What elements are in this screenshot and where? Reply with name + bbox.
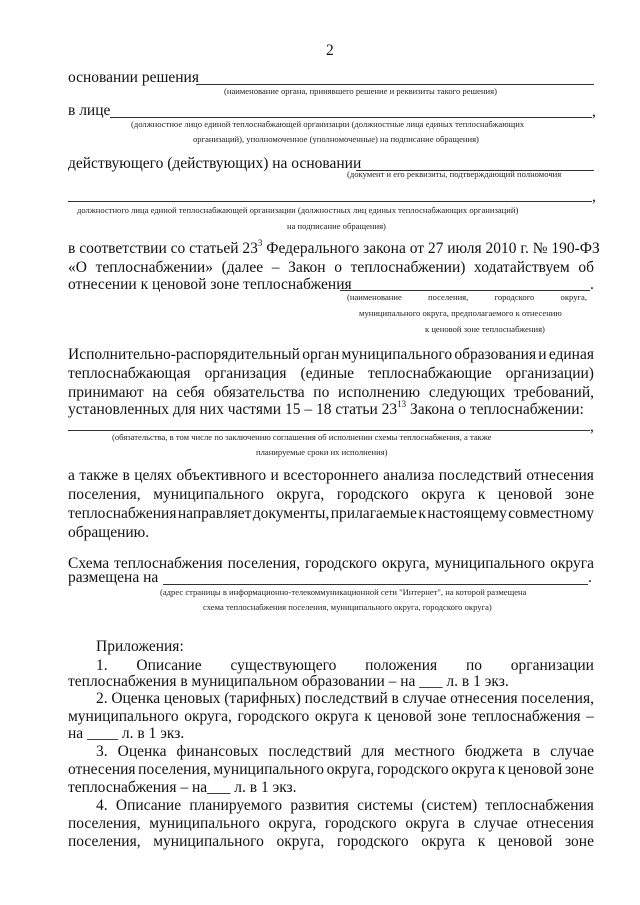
person-comma: , [592,103,596,120]
person-label: в лице [68,102,111,119]
scheme-hint-2: схема теплоснабжения поселения, муниципального округа, городского округа) [203,602,492,612]
appendix-item-3-line-3: теплоснабжения – на___ л. в 1 экз. [68,779,297,796]
appendix-title: Приложения: [96,638,184,655]
law-line-2: «О теплоснабжении» (далее – Закон о теплоснабжении) ходатайствуем об [68,259,594,276]
law-line-1: в соответствии со статьей $23^3$ Федерального закона от 27 июля 2010 г. № 190-ФЗ [68,237,600,257]
appendix-item-1-line-2: теплоснабжения в муниципальном образовании – на ___ л. в 1 экз. [68,673,509,690]
appendix-item-2-line-2: муниципального округа, городского округа к ценовой зоне теплоснабжения – [68,708,594,725]
obligations-comma: , [590,418,594,435]
acting-hint: (документ и его реквизиты, подтверждающий полномочия [347,169,562,179]
obligations-hint-2: планируемые сроки их исполнения) [256,447,388,457]
law-period: . [590,276,594,293]
analysis-line-2: поселения, муниципального округа, городского округа к ценовой зоне [68,486,594,503]
person-hint-1: (должностное лицо единой теплоснабжающей организации (должностные лица единых теплоснабжающих [131,119,525,129]
scheme-line-2: размещена на [68,569,159,586]
acting-hint-2: должностного лица единой теплоснабжающей организации (должностных лиц единых теплоснабжающих организаций) [77,205,519,215]
law-hint-1: (наименование поселения, городского округа, [347,292,587,302]
person-hint-2: организаций), уполномоченное (уполномоченные) на подписание обращения) [193,134,479,144]
scheme-fill-line [163,584,588,585]
appendix-item-4-line-1: 4. Описание планируемого развития системы (систем) теплоснабжения [96,797,594,814]
person-fill-line [110,117,592,118]
obligations-hint-1: (обязательства, в том числе по заключению соглашения об исполнении схемы теплоснабжения, а также [112,432,492,442]
appendix-item-4-line-2: поселения, муниципального округа, городского округа в случае отнесения [68,815,594,832]
obligations-line-3: принимают на себя обязательства по исполнению следующих требований, [68,384,594,401]
scheme-line-1: Схема теплоснабжения поселения, городского округа, муниципального округа [68,555,594,572]
law-fill-line [340,290,590,291]
basis-hint: (наименование органа, принявшего решение и реквизиты такого решения) [224,86,497,96]
appendix-item-2-line-1: 2. Оценка ценовых (тарифных) последствий в случае отнесения поселения, [96,690,594,707]
obligations-line-2: теплоснабжающая организация (единые теплоснабжающие организации) [68,365,594,382]
appendix-item-2-line-3: на ____ л. в 1 экз. [68,725,185,742]
analysis-line-1: а также в целях объективного и всестороннего анализа последствий отнесения [68,467,594,484]
acting-fill-line-2 [68,201,592,202]
obligations-line-1: Исполнительно-распорядительный орган муниципального образования и единая [68,346,594,363]
obligations-line-4: установленных для них частями 15 – 18 статьи $23^{13}$ Закона о теплоснабжении: [68,398,584,418]
analysis-line-3: теплоснабжения направляет документы, прилагаемые к настоящему совместному [68,505,594,522]
obligations-fill-line [68,430,590,431]
scheme-period: . [588,569,592,586]
appendix-item-1-line-1: 1. Описание существующего положения по организации [96,657,594,674]
basis-label: основании решения [68,69,199,86]
appendix-item-3-line-2: отнесения поселения, муниципального округа, городского округа к ценовой зоне [68,761,594,778]
basis-fill-line [196,84,594,85]
appendix-item-3-line-1: 3. Оценка финансовых последствий для местного бюджета в случае [96,743,594,760]
scheme-hint-1: (адрес страницы в информационно-телекоммуникационной сети "Интернет", на которой размещена [160,587,527,597]
acting-comma: , [592,188,596,205]
law-line-3: отнесении к ценовой зоне теплоснабжения [68,276,352,293]
analysis-line-4: обращению. [68,524,150,541]
acting-hint-3: на подписание обращения) [287,221,386,231]
law-hint-2: муниципального округа, предполагаемого к отнесению [359,308,562,318]
acting-label: действующего (действующих) на основании [68,155,362,172]
law-hint-3: к ценовой зоне теплоснабжения) [425,324,545,334]
appendix-item-4-line-3: поселения, муниципального округа, городского округа к ценовой зоне [68,833,594,850]
page-number: 2 [326,42,334,59]
